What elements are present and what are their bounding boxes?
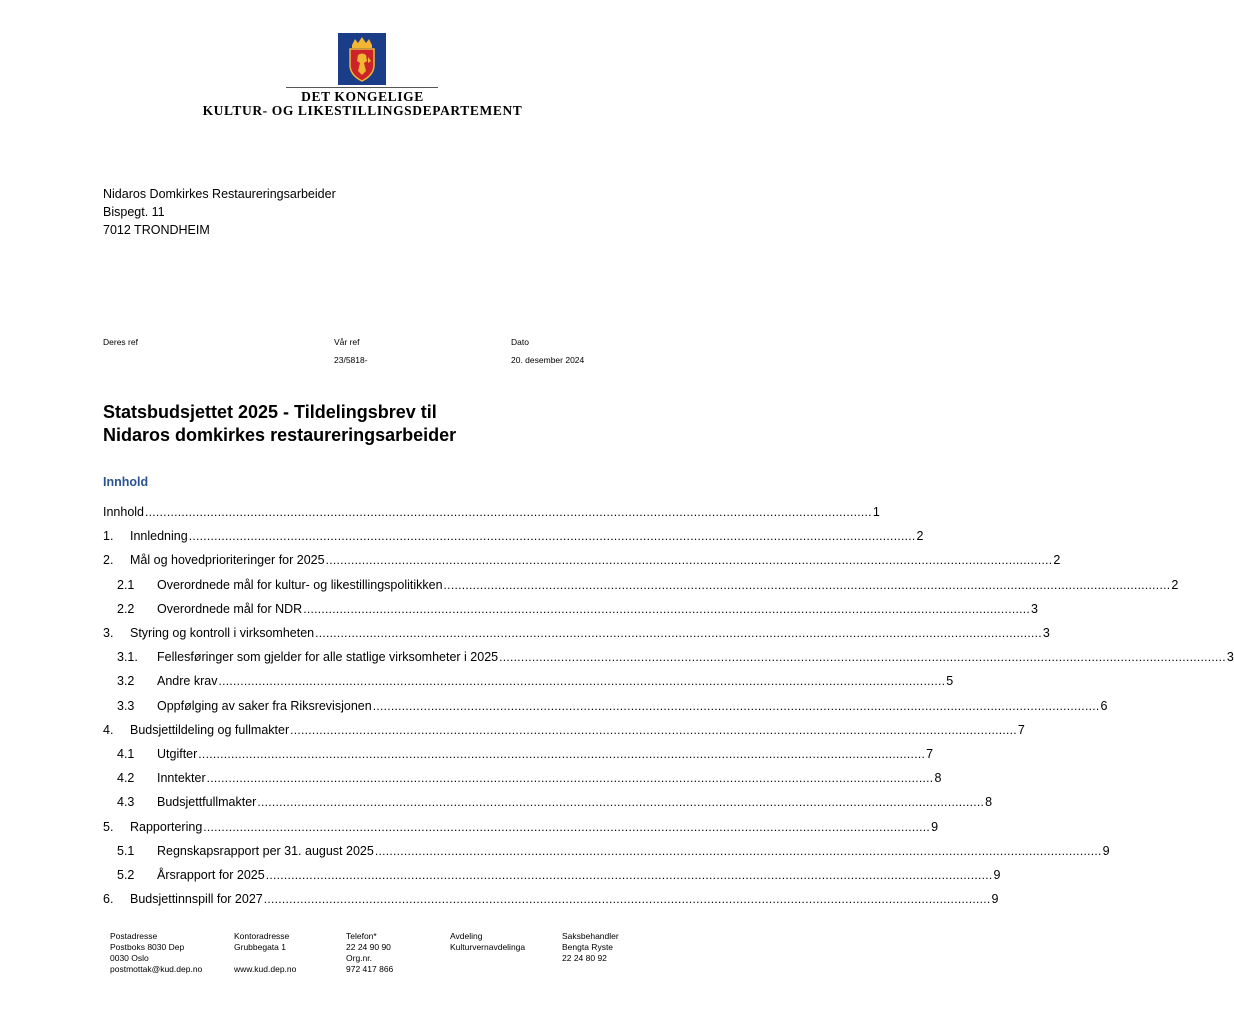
toc-entry[interactable] xyxy=(103,843,1110,860)
toc-entry[interactable] xyxy=(103,601,1038,618)
footer-spacer xyxy=(234,953,296,964)
toc-leader-dots: ........................................................................................................................................................................................................ xyxy=(372,698,1100,713)
footer-postadresse-city: 0030 Oslo xyxy=(110,953,149,963)
toc-entry-title: Styring og kontroll i virksomheten xyxy=(130,626,315,640)
coat-of-arms-logo xyxy=(338,33,386,85)
toc-entry-number: 4.1 xyxy=(117,747,135,761)
toc-entry-title: Budsjettfullmakter xyxy=(157,795,257,810)
toc-entry-page: 3 xyxy=(1226,650,1234,665)
toc-entry-number: 3.2 xyxy=(117,674,135,689)
footer-kontoradresse xyxy=(234,931,296,975)
toc-entry[interactable] xyxy=(103,795,993,811)
footer-orgnr-value: 972 417 866 xyxy=(346,964,394,974)
footer-website: www.kud.dep.no xyxy=(234,964,297,974)
toc-leader-dots: ........................................................................................................................................................................................................ xyxy=(145,505,872,519)
footer-orgnr-label: Org.nr. xyxy=(346,953,372,963)
toc-entry-number: 5.1 xyxy=(117,843,135,858)
toc-entry-title: Mål og hovedprioriteringer for 2025 xyxy=(130,553,325,568)
toc-leader-dots: ........................................................................................................................................................................................................ xyxy=(315,626,1042,640)
toc-entry-number: 4.3 xyxy=(117,795,135,810)
toc-entry-title: Utgifter xyxy=(157,747,198,761)
toc-leader-dots: ........................................................................................................................................................................................................ xyxy=(257,795,985,810)
var-ref-value: 23/5818- xyxy=(334,355,368,365)
toc-entry-title: Overordnede mål for kultur- og likestillingspolitikken xyxy=(157,577,443,592)
toc-entry[interactable] xyxy=(103,505,880,521)
letterhead-rule xyxy=(286,87,438,88)
toc-leader-dots: ........................................................................................................................................................................................................ xyxy=(499,650,1226,665)
department-name-line-2: KULTUR- OG LIKESTILLINGSDEPARTEMENT xyxy=(202,103,523,118)
toc-leader-dots: ........................................................................................................................................................................................................ xyxy=(303,601,1030,616)
toc-leader-dots: ........................................................................................................................................................................................................ xyxy=(290,722,1017,737)
toc-leader-dots: ........................................................................................................................................................................................................ xyxy=(218,674,946,689)
toc-entry-page: 2 xyxy=(1171,577,1179,592)
recipient-name: Nidaros Domkirkes Restaureringsarbeider xyxy=(103,187,336,201)
toc-entry-title: Andre krav xyxy=(157,674,218,689)
toc-entry-title: Oppfølging av saker fra Riksrevisjonen xyxy=(157,698,372,713)
toc-entry[interactable] xyxy=(103,771,942,787)
toc-entry-number: 2.2 xyxy=(117,601,135,616)
toc-entry-title: Innhold xyxy=(103,505,145,519)
toc-entry-page: 3 xyxy=(1031,601,1038,616)
deres-ref-label: Deres ref xyxy=(103,337,138,347)
toc-entry-page: 9 xyxy=(993,868,1001,882)
var-ref-label: Vår ref xyxy=(334,337,360,347)
footer-telefon xyxy=(346,931,393,975)
toc-entry-number: 3.1. xyxy=(117,650,138,665)
toc-entry-title: Årsrapport for 2025 xyxy=(157,868,265,882)
footer-saksbehandler-name: Bengta Ryste xyxy=(562,942,614,952)
toc-entry-number: 1. xyxy=(103,529,114,544)
recipient-street: Bispegt. 11 xyxy=(103,205,165,219)
toc-entry[interactable] xyxy=(103,747,934,763)
toc-entry[interactable] xyxy=(103,529,924,545)
toc-entry-title: Overordnede mål for NDR xyxy=(157,601,303,616)
toc-entry-number: 5.2 xyxy=(117,868,135,882)
toc-leader-dots: ........................................................................................................................................................................................................ xyxy=(325,553,1053,568)
toc-entry-page: 8 xyxy=(985,795,993,810)
toc-entry[interactable] xyxy=(103,626,1050,642)
toc-entry-number: 2.1 xyxy=(117,577,135,592)
toc-entry-number: 2. xyxy=(103,553,114,568)
toc-leader-dots: ........................................................................................................................................................................................................ xyxy=(263,892,991,907)
toc-entry[interactable] xyxy=(103,577,1179,594)
footer-email: postmottak@kud.dep.no xyxy=(110,964,203,974)
toc-entry-page: 9 xyxy=(991,892,999,907)
toc-leader-dots: ........................................................................................................................................................................................................ xyxy=(188,529,916,544)
toc-heading: Innhold xyxy=(103,475,149,489)
toc-leader-dots: ........................................................................................................................................................................................................ xyxy=(206,771,934,786)
title-line-1: Statsbudsjettet 2025 - Tildelingsbrev til xyxy=(103,402,437,422)
toc-entry-number: 4.2 xyxy=(117,771,135,786)
toc-leader-dots: ........................................................................................................................................................................................................ xyxy=(203,819,931,834)
toc-entry-title: Innledning xyxy=(130,529,188,544)
recipient-postal: 7012 TRONDHEIM xyxy=(103,223,210,237)
toc-entry-page: 9 xyxy=(1102,843,1110,858)
toc-entry-number: 6. xyxy=(103,892,114,907)
toc-entry[interactable] xyxy=(103,674,954,690)
footer-telefon-number: 22 24 90 90 xyxy=(346,942,391,952)
toc-entry-number: 4. xyxy=(103,722,114,737)
department-name-line-1: DET KONGELIGE xyxy=(301,89,424,104)
toc-entry-number: 5. xyxy=(103,819,114,834)
footer-saksbehandler-phone: 22 24 80 92 xyxy=(562,953,607,963)
document-title xyxy=(103,401,663,447)
footer-kontoradresse-street: Grubbegata 1 xyxy=(234,942,286,952)
toc-entry-page: 9 xyxy=(931,819,939,834)
toc-entry-page: 5 xyxy=(946,674,954,689)
footer-postadresse-box: Postboks 8030 Dep xyxy=(110,942,185,952)
toc-entry-page: 1 xyxy=(872,505,880,519)
toc-entry-title: Rapportering xyxy=(130,819,203,834)
dato-label: Dato xyxy=(511,337,529,347)
toc-entry-page: 7 xyxy=(1017,722,1025,737)
toc-entry-title: Fellesføringer som gjelder for alle statlige virksomheter i 2025 xyxy=(157,650,499,665)
footer-kontoradresse-label: Kontoradresse xyxy=(234,931,290,941)
title-line-2: Nidaros domkirkes restaureringsarbeider xyxy=(103,425,457,445)
toc-entry-number: 3. xyxy=(103,626,114,640)
footer-postadresse xyxy=(110,931,202,975)
footer-saksbehandler xyxy=(562,931,619,964)
toc-leader-dots: ........................................................................................................................................................................................................ xyxy=(198,747,926,761)
toc-entry[interactable] xyxy=(103,722,1025,739)
toc-entry[interactable] xyxy=(103,650,1234,666)
toc-entry-page: 8 xyxy=(934,771,942,786)
footer-avdeling-label: Avdeling xyxy=(450,931,483,941)
toc-entry-page: 7 xyxy=(926,747,934,761)
toc-leader-dots: ........................................................................................................................................................................................................ xyxy=(265,868,993,882)
toc-entry[interactable] xyxy=(103,553,1061,569)
footer-postadresse-label: Postadresse xyxy=(110,931,158,941)
toc-entry-title: Budsjettinnspill for 2027 xyxy=(130,892,263,907)
toc-entry[interactable] xyxy=(103,868,1001,884)
toc-entry-title: Budsjettildeling og fullmakter xyxy=(130,722,290,737)
footer-saksbehandler-label: Saksbehandler xyxy=(562,931,619,941)
dato-value: 20. desember 2024 xyxy=(511,355,585,365)
toc-entry-page: 2 xyxy=(1053,553,1061,568)
toc-entry[interactable] xyxy=(103,698,1108,715)
toc-leader-dots: ........................................................................................................................................................................................................ xyxy=(443,577,1171,592)
toc-leader-dots: ........................................................................................................................................................................................................ xyxy=(374,843,1102,858)
footer-avdeling xyxy=(450,931,525,953)
toc-entry-title: Inntekter xyxy=(157,771,206,786)
toc-entry[interactable] xyxy=(103,819,939,836)
toc-entry-page: 2 xyxy=(916,529,924,544)
toc-entry-page: 3 xyxy=(1042,626,1050,640)
toc-entry[interactable] xyxy=(103,892,999,908)
toc-entry-number: 3.3 xyxy=(117,698,135,713)
footer-avdeling-value: Kulturvernavdelinga xyxy=(450,942,526,952)
toc-entry-title: Regnskapsrapport per 31. august 2025 xyxy=(157,843,374,858)
footer-telefon-label: Telefon* xyxy=(346,931,377,941)
toc-entry-page: 6 xyxy=(1100,698,1108,713)
